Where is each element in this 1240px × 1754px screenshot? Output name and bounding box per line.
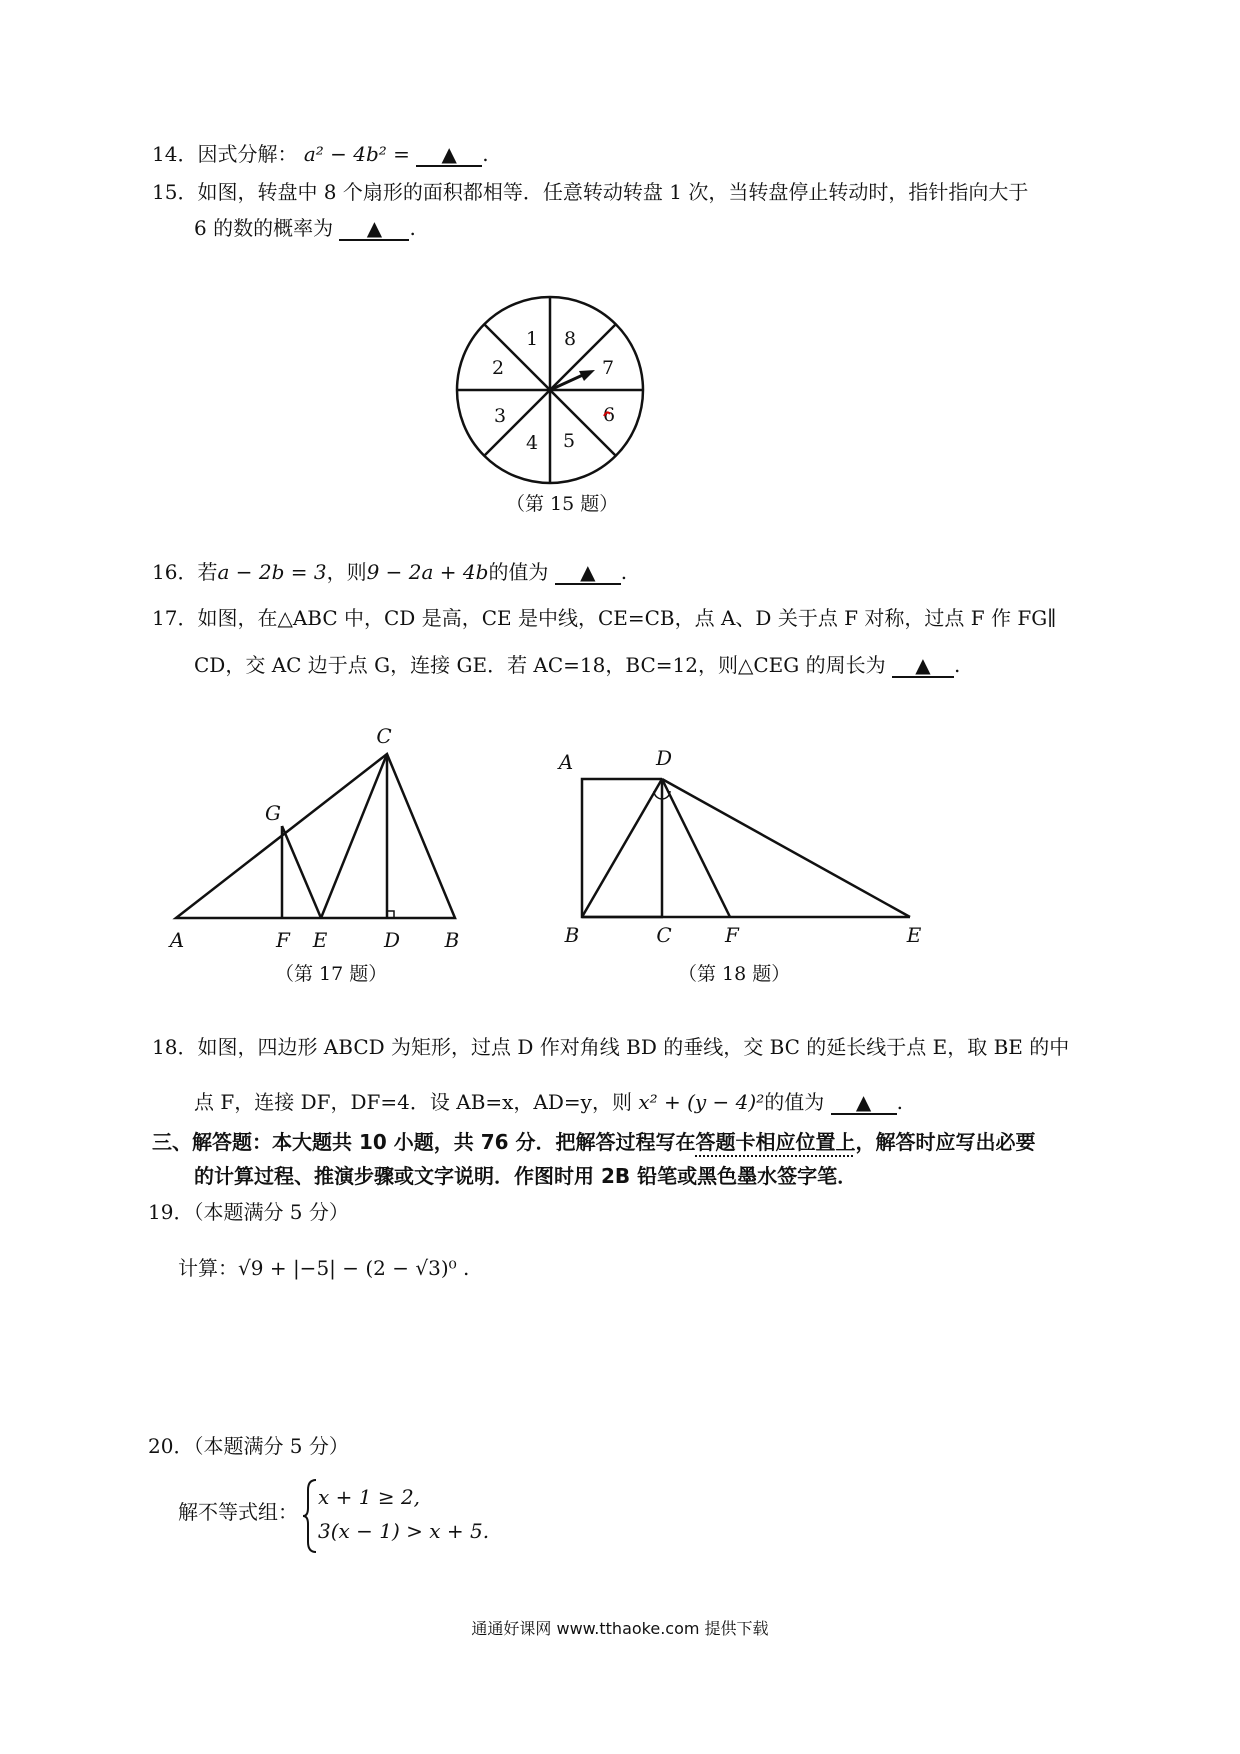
page-footer: 通通好课网 www.tthaoke.com 提供下载 [471,1619,769,1638]
fig17-label-C: C [376,725,392,748]
q17-period: . [953,653,961,677]
q16-expression: 9 − 2a + 4b [366,560,489,584]
fig18-label-C: C [656,923,672,947]
q15-caption: （第 15 题） [506,493,619,515]
q16-condition: a − 2b = 3 [217,560,327,584]
q19-score: （本题满分 5 分） [193,1200,349,1224]
fig17-label-B: B [444,928,460,950]
inequality-system [318,1480,489,1548]
question-15-line1 [152,178,1028,206]
q16-post: 的值为 [488,560,549,584]
q16-pre: 若 [197,560,218,584]
pointer-arrow [550,374,585,390]
q16-mid: ，则 [326,560,367,584]
wheel-number-1: 1 [525,328,539,350]
wheel-number-7: 7 [601,357,615,379]
wheel-number-6: 6 [602,404,616,426]
fig18-label-B: B [564,923,580,947]
question-20-header [148,1432,349,1460]
fig17-label-E: E [312,928,328,950]
q18-caption: （第 18 题） [678,963,791,985]
question-15-line2 [194,214,416,242]
wheel-number-8: 8 [563,328,577,350]
q14-expression: a² − 4b² = [303,142,410,166]
section-3-text-b: ，解答时应写出必要 [855,1130,1036,1154]
figure-17-triangle [160,725,480,950]
q14-period: . [482,142,489,166]
q18-text-line1: 如图，四边形 ABCD 为矩形，过点 D 作对角线 BD 的垂线，交 BC 的延长线于点 E，取 BE 的中 [197,1035,1070,1059]
q15-text-line2: 6 的数的概率为 [194,216,334,240]
wheel-number-3: 3 [493,405,507,427]
wheel-number-2: 2 [491,357,505,379]
question-18-line2 [194,1088,903,1116]
question-19-body [178,1254,469,1282]
q18-answer-blank[interactable]: ▲ [831,1091,897,1115]
q15-text-line1: 如图，转盘中 8 个扇形的面积都相等．任意转动转盘 1 次，当转盘停止转动时，指针指向大于 [197,180,1029,204]
q15-answer-blank[interactable]: ▲ [339,217,409,241]
fig17-label-A: A [169,928,185,950]
q19-label: 计算： [178,1256,238,1280]
q18-expression: x² + (y − 4)² [638,1090,765,1114]
fig18-label-A: A [558,750,574,774]
q20-score: （本题满分 5 分） [193,1434,349,1458]
q18-number: 18． [152,1035,198,1059]
section-3-heading-line1 [152,1128,1036,1156]
fig17-label-G: G [265,801,281,825]
q17-text-line1: 如图，在△ABC 中，CD 是高，CE 是中线，CE=CB，点 A、D 关于点 F 对称，过点 F 作 FG∥ [197,606,1057,630]
q16-number: 16． [152,560,198,584]
q15-period: . [409,216,416,240]
section-3-heading-line2 [194,1162,857,1190]
question-17-line2 [194,651,960,679]
q16-period: . [620,560,628,584]
question-17-line1 [152,604,1056,632]
fig18-label-F: F [725,923,739,947]
question-18-line1 [152,1033,1069,1061]
fig18-label-E: E [906,923,922,947]
pointer-arrowhead [579,370,595,381]
q20-label: 解不等式组： [178,1500,298,1524]
inequality-1: x + 1 ≥ 2, [318,1485,421,1509]
q17-answer-blank[interactable]: ▲ [892,654,954,678]
q18-period: . [896,1090,903,1114]
q14-answer-blank[interactable]: ▲ [416,143,482,167]
figure-18-rectangle [550,745,940,950]
fig17-label-F: F [276,928,290,950]
spinner-wheel-figure [455,295,645,485]
question-16 [152,558,627,586]
q17-number: 17． [152,606,198,630]
q16-answer-blank[interactable]: ▲ [555,561,621,585]
system-brace [302,1478,318,1554]
q20-number: 20． [148,1434,194,1458]
inequality-2: 3(x − 1) > x + 5. [318,1519,490,1543]
fig17-label-D: D [383,928,401,950]
q18-text-line2: 点 F，连接 DF，DF=4．设 AB=x，AD=y，则 [194,1090,632,1114]
q17-text-line2: CD，交 AC 边于点 G，连接 GE．若 AC=18，BC=12，则△CEG 的周长为 [194,653,886,677]
q17-caption: （第 17 题） [275,963,388,985]
q19-expression: √9 + |−5| − (2 − √3)⁰ . [238,1256,470,1280]
q14-number: 14． [152,142,198,166]
section-3-emphasis: 答题卡相应位置上 [695,1130,856,1154]
q14-text: 因式分解： [197,142,298,166]
fig18-label-D: D [655,746,673,770]
section-3-text-a: 解答题：本大题共 10 小题，共 76 分．把解答过程写在 [192,1130,696,1154]
q15-number: 15． [152,180,198,204]
wheel-number-4: 4 [525,432,539,454]
section-3-prefix: 三、 [152,1130,192,1154]
q19-number: 19． [148,1200,194,1224]
wheel-number-5: 5 [562,430,576,452]
q18-post: 的值为 [764,1090,825,1114]
question-19-header [148,1198,349,1226]
section-3-text-line2: 的计算过程、推演步骤或文字说明．作图时用 2B 铅笔或黑色墨水签字笔． [194,1164,858,1188]
question-14 [152,140,489,168]
